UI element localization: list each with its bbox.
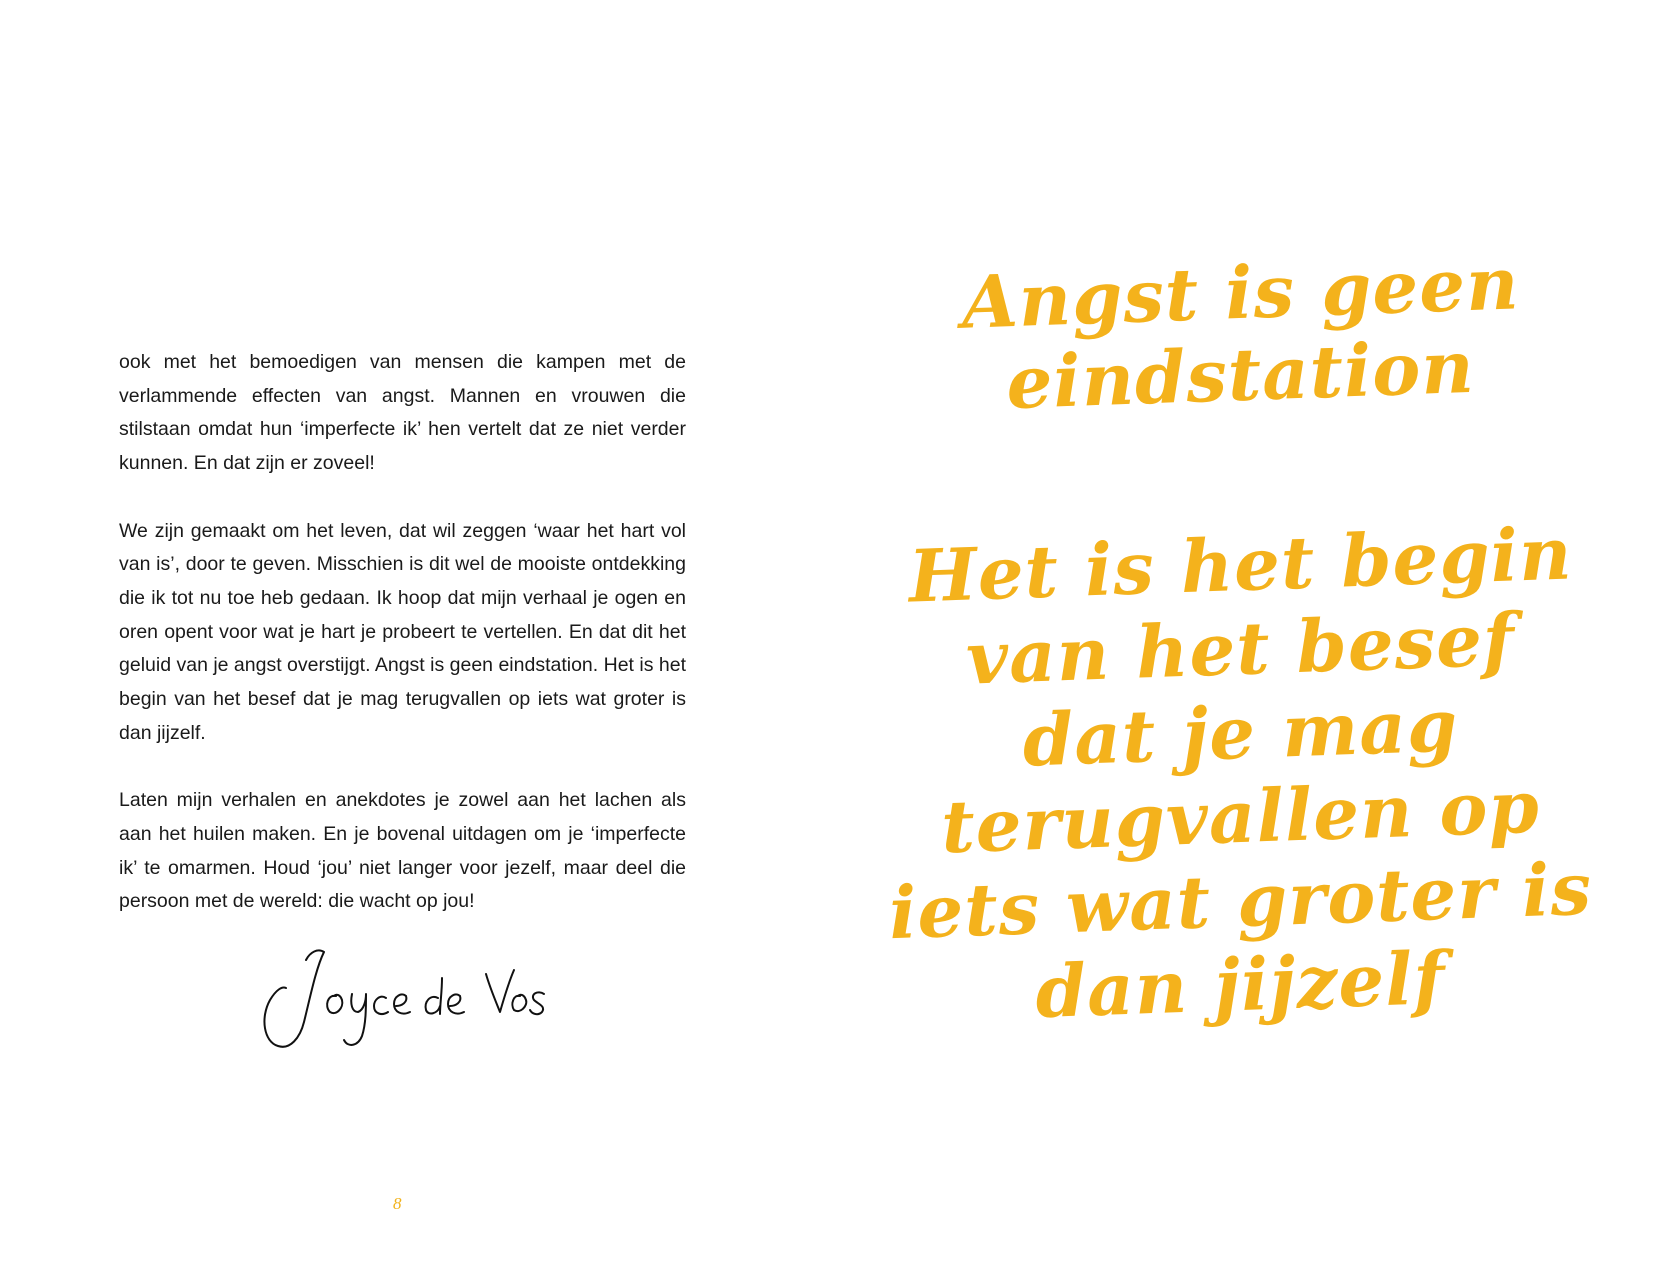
quote-body-line: dan jijzelf bbox=[1034, 934, 1447, 1035]
page-number: 8 bbox=[393, 1194, 402, 1213]
paragraph-3: Laten mijn verhalen en anekdotes je zowel aan het lachen als aan het huilen maken. En je bovenal uitdagen om je ‘imperfecte ik’ te omarmen. Houd ‘jou’ niet langer voor jezelf, maar deel die persoon met de wereld: die wacht op jou! bbox=[119, 789, 686, 913]
body-text bbox=[119, 346, 686, 953]
paragraph-1: ook met het bemoedigen van mensen die kampen met de verlammende effecten van angst. Mannen en vrouwen die stilstaan omdat hun ‘imperfecte ik’ hen vertelt dat ze niet verder kunnen. En dat zijn er zoveel! bbox=[119, 351, 686, 475]
paragraph-2: We zijn gemaakt om het leven, dat wil zeggen ‘waar het hart vol van is’, door te geven. Misschien is dit wel de mooiste ontdekking die ik tot nu toe heb gedaan. Ik hoop dat mijn verhaal je ogen en oren opent voor wat je hart je probeert te vertellen. En dat dit het geluid van je angst overstijgt. Angst is geen eindstation. Het is het begin van het besef dat je mag terugvallen op iets wat groter is dan jijzelf. bbox=[119, 519, 686, 744]
quote-title-line: Angst is geen bbox=[960, 240, 1521, 345]
quote-body bbox=[827, 510, 1654, 1035]
quote-body-line: dat je mag bbox=[1021, 682, 1460, 783]
right-page bbox=[827, 0, 1654, 1270]
quote-body-line: iets wat groter is bbox=[887, 845, 1594, 956]
quote-title-line: eindstation bbox=[1005, 323, 1476, 426]
quote-body-line: terugvallen op bbox=[939, 763, 1542, 870]
quote-body-line: Het is het begin bbox=[907, 510, 1574, 619]
quote-body-line: van het besef bbox=[964, 596, 1517, 701]
signature-joyce-de-vos bbox=[258, 938, 548, 1058]
quote-title bbox=[827, 240, 1654, 426]
